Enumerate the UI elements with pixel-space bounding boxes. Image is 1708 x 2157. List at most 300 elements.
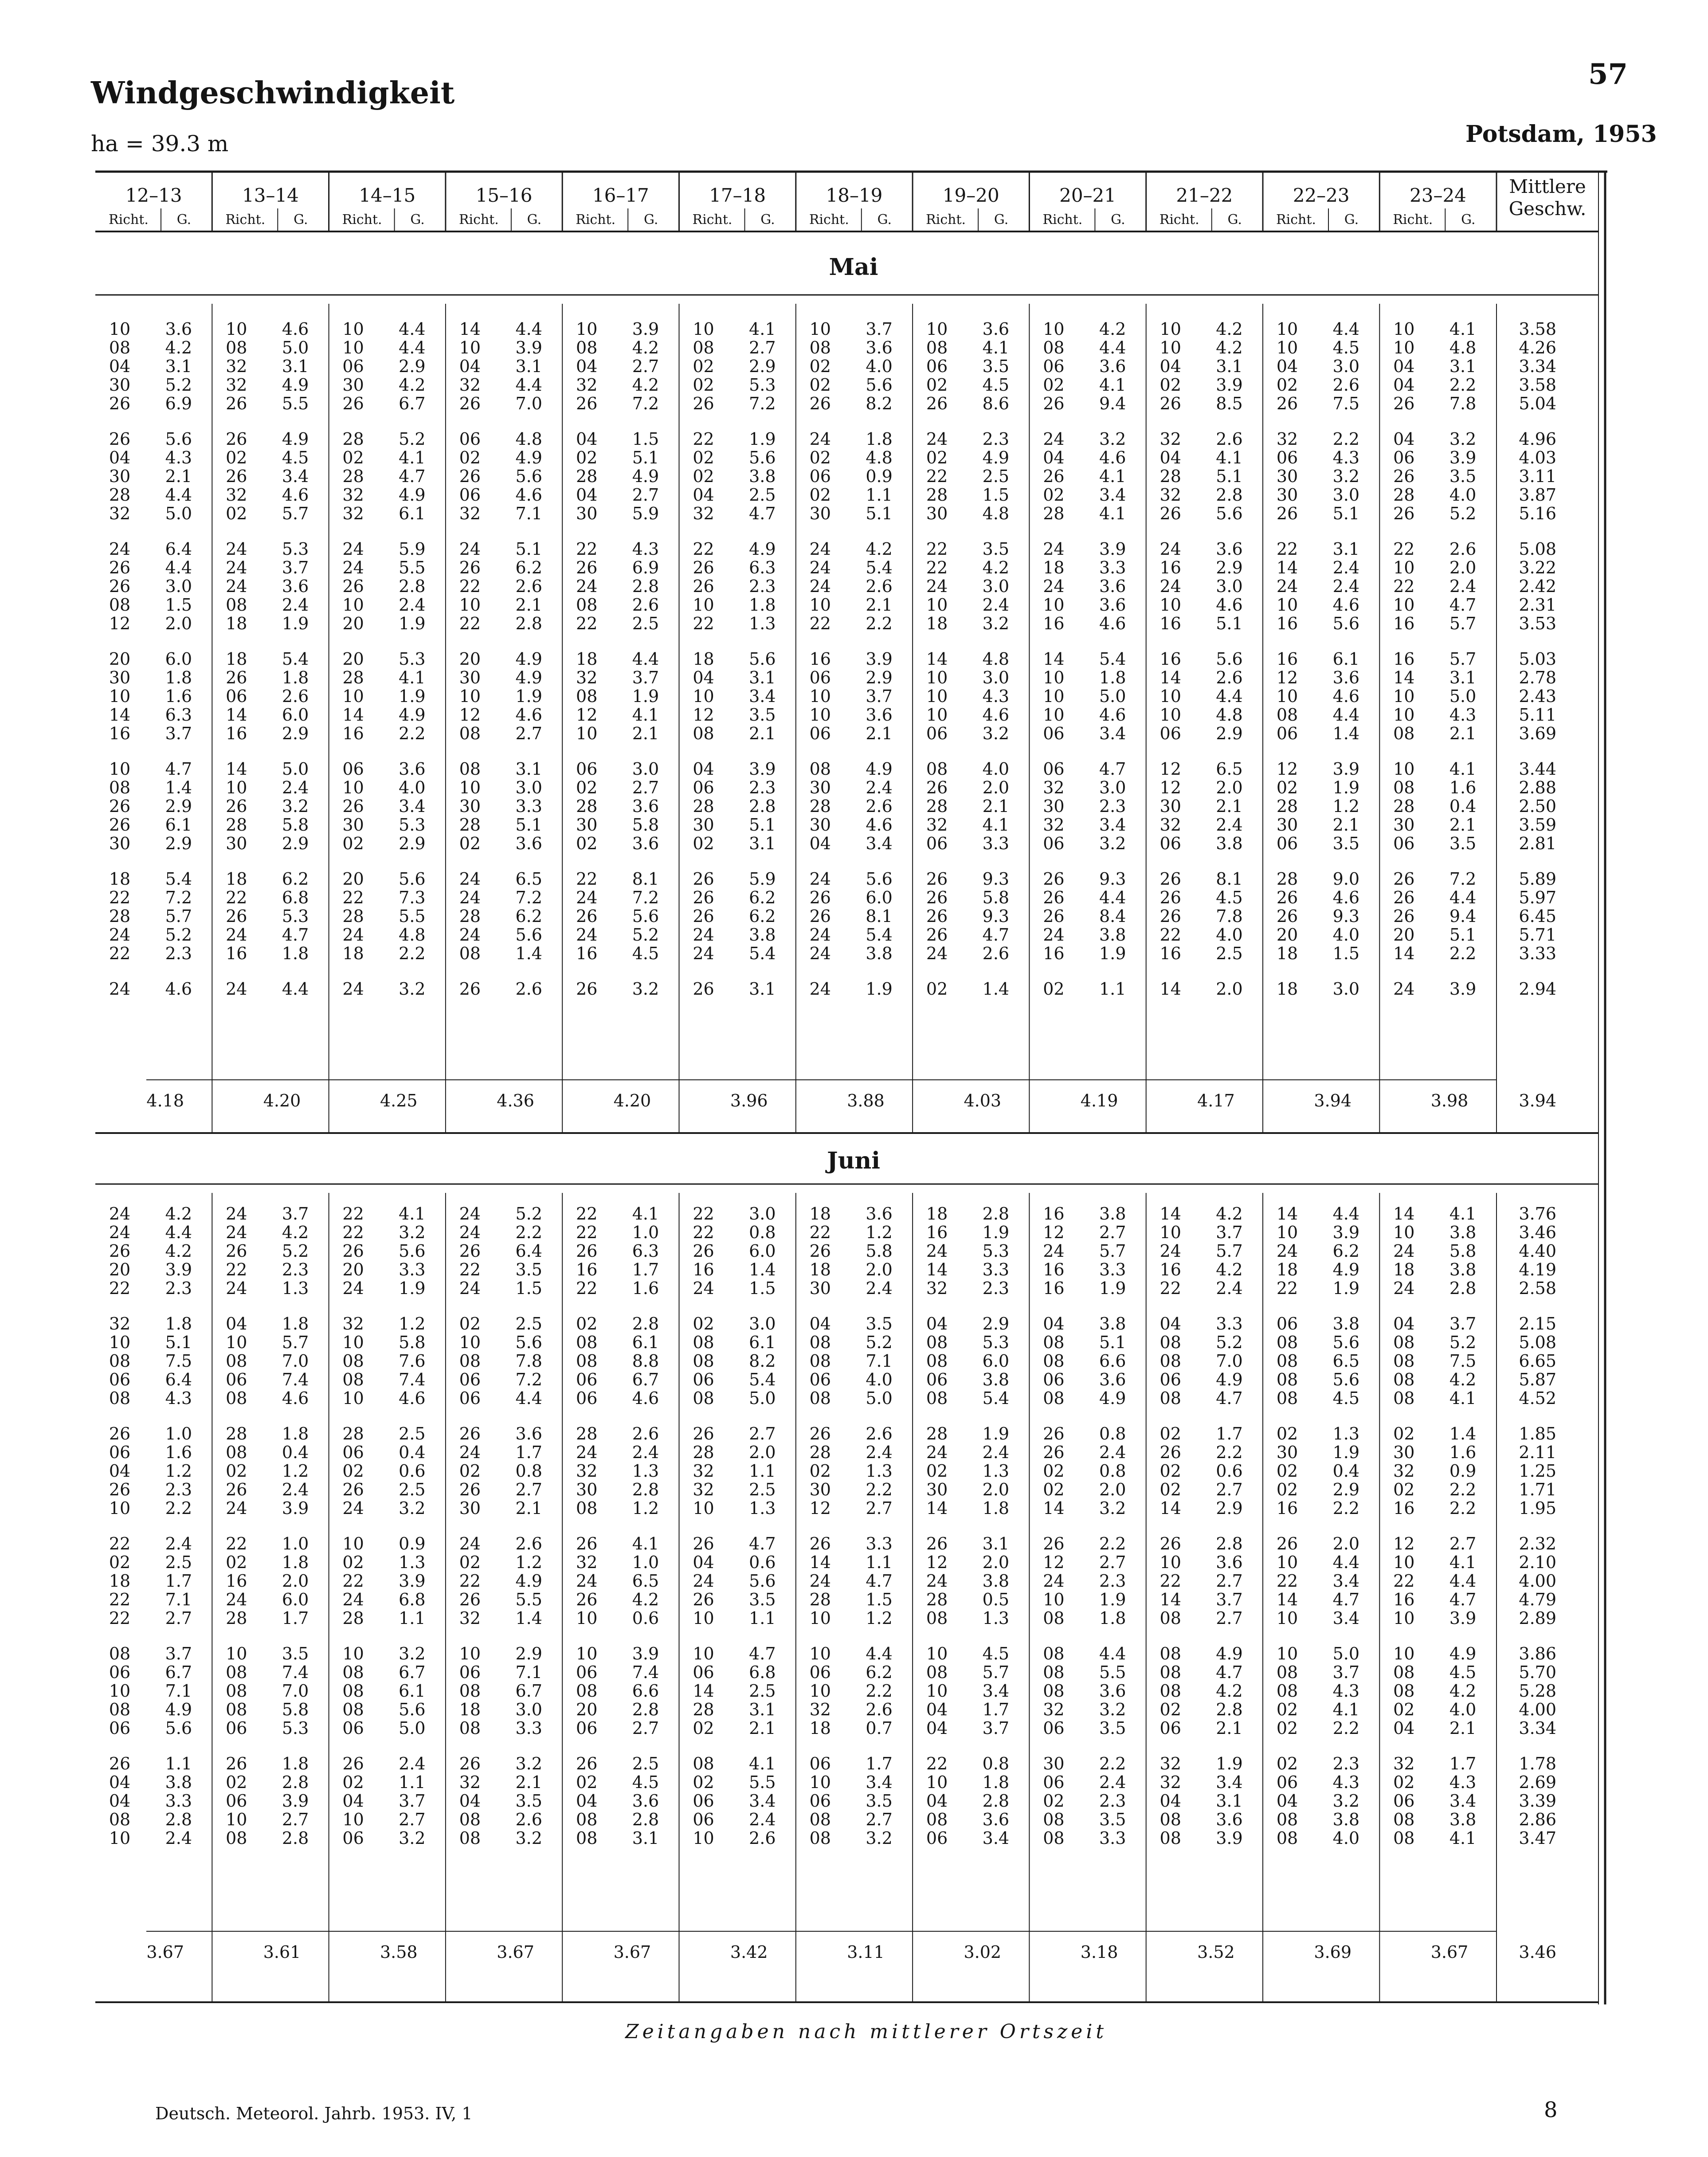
wind-speed: 3.2 — [1099, 1700, 1126, 1719]
wind-direction: 20 — [109, 1260, 131, 1279]
wind-speed: 3.6 — [1099, 577, 1126, 596]
wind-direction: 08 — [1393, 724, 1415, 743]
wind-direction: 28 — [342, 429, 364, 449]
wind-speed: 0.4 — [399, 1443, 426, 1462]
wind-direction: 24 — [226, 558, 247, 577]
wind-speed: 4.7 — [1449, 1590, 1477, 1609]
wind-speed: 5.3 — [282, 1718, 309, 1738]
daily-mean-speed: 3.76 — [1519, 1204, 1556, 1224]
wind-speed: 7.2 — [515, 888, 542, 907]
wind-direction: 24 — [1160, 577, 1181, 596]
wind-speed: 5.7 — [282, 504, 309, 523]
wind-speed: 2.2 — [866, 1681, 893, 1701]
wind-speed: 5.6 — [515, 925, 542, 945]
wind-speed: 3.0 — [1332, 485, 1359, 505]
wind-speed: 3.6 — [399, 759, 426, 779]
wind-speed: 4.1 — [399, 448, 426, 467]
wind-speed: 3.1 — [1332, 539, 1359, 559]
wind-speed: 6.1 — [749, 1333, 776, 1352]
wind-speed: 2.2 — [515, 1223, 542, 1242]
wind-direction: 12 — [576, 705, 598, 725]
wind-direction: 14 — [226, 759, 247, 779]
wind-speed: 4.2 — [866, 539, 893, 559]
wind-speed: 2.0 — [749, 1443, 776, 1462]
wind-direction: 10 — [342, 1388, 364, 1408]
wind-direction: 22 — [809, 614, 831, 633]
wind-direction: 08 — [809, 1388, 831, 1408]
wind-direction: 24 — [226, 577, 247, 596]
wind-speed: 3.9 — [632, 319, 659, 339]
wind-direction: 12 — [1043, 1553, 1065, 1572]
wind-direction: 20 — [342, 869, 364, 889]
wind-direction: 10 — [809, 595, 831, 615]
wind-speed: 2.8 — [399, 577, 426, 596]
wind-direction: 12 — [1160, 759, 1181, 779]
wind-speed: 4.2 — [1216, 319, 1243, 339]
wind-direction: 24 — [342, 539, 364, 559]
wind-direction: 26 — [926, 869, 948, 889]
wind-direction: 32 — [576, 375, 598, 395]
wind-direction: 06 — [576, 759, 598, 779]
wind-direction: 02 — [809, 1461, 831, 1481]
wind-direction: 10 — [1276, 1644, 1298, 1663]
wind-direction: 06 — [1393, 448, 1415, 467]
wind-direction: 02 — [1276, 1700, 1298, 1719]
wind-speed: 5.0 — [749, 1388, 776, 1408]
wind-speed: 1.9 — [1099, 944, 1126, 963]
wind-direction: 22 — [1393, 539, 1415, 559]
wind-direction: 26 — [576, 558, 598, 577]
wind-direction: 22 — [1393, 577, 1415, 596]
wind-speed: 1.8 — [982, 1773, 1010, 1792]
wind-direction: 26 — [109, 1480, 131, 1499]
wind-speed: 1.0 — [632, 1553, 659, 1572]
wind-direction: 32 — [1160, 485, 1181, 505]
wind-speed: 5.4 — [282, 649, 309, 669]
wind-direction: 10 — [1160, 338, 1181, 357]
wind-direction: 24 — [926, 944, 948, 963]
wind-direction: 02 — [809, 448, 831, 467]
wind-direction: 22 — [342, 1204, 364, 1224]
wind-speed: 5.8 — [282, 815, 309, 835]
wind-direction: 06 — [459, 429, 481, 449]
wind-direction: 18 — [1276, 944, 1298, 963]
wind-direction: 08 — [1043, 1828, 1065, 1848]
hourly-mean-speed: 3.94 — [1314, 1091, 1352, 1110]
wind-speed: 3.1 — [165, 357, 192, 376]
wind-speed: 5.1 — [1216, 614, 1243, 633]
wind-direction: 26 — [809, 906, 831, 926]
wind-direction: 10 — [342, 1333, 364, 1352]
wind-direction: 06 — [1043, 724, 1065, 743]
wind-speed: 2.2 — [165, 1498, 192, 1518]
wind-direction: 24 — [1276, 1241, 1298, 1261]
wind-direction: 08 — [809, 1828, 831, 1848]
wind-direction: 06 — [1043, 1773, 1065, 1792]
wind-direction: 06 — [693, 1791, 714, 1811]
wind-direction: 30 — [926, 1480, 948, 1499]
daily-mean-speed: 3.53 — [1519, 614, 1556, 633]
wind-speed: 2.3 — [749, 778, 776, 797]
wind-direction: 30 — [1276, 815, 1298, 835]
wind-speed: 3.2 — [1099, 834, 1126, 853]
wind-direction: 08 — [342, 1681, 364, 1701]
hourly-mean-speed: 3.98 — [1430, 1091, 1469, 1110]
wind-speed: 0.4 — [282, 1443, 309, 1462]
wind-direction: 14 — [1160, 668, 1181, 687]
wind-direction: 06 — [926, 834, 948, 853]
wind-direction: 22 — [1160, 925, 1181, 945]
wind-direction: 26 — [109, 429, 131, 449]
wind-speed: 1.1 — [866, 1553, 893, 1572]
wind-speed: 3.5 — [282, 1644, 309, 1663]
wind-direction: 06 — [459, 485, 481, 505]
wind-speed: 1.1 — [165, 1754, 192, 1773]
wind-speed: 2.0 — [982, 1553, 1010, 1572]
wind-direction: 26 — [1043, 906, 1065, 926]
wind-direction: 08 — [1393, 1333, 1415, 1352]
wind-speed: 3.6 — [866, 1204, 893, 1224]
wind-direction: 02 — [576, 448, 598, 467]
header-richt-label: Richt. — [1042, 212, 1083, 227]
wind-direction: 24 — [459, 1204, 481, 1224]
wind-speed: 6.5 — [515, 869, 542, 889]
wind-speed: 3.9 — [866, 649, 893, 669]
wind-speed: 2.4 — [1099, 1443, 1126, 1462]
wind-direction: 24 — [576, 925, 598, 945]
wind-speed: 1.5 — [632, 429, 659, 449]
wind-direction: 04 — [109, 1791, 131, 1811]
wind-direction: 02 — [1276, 1480, 1298, 1499]
wind-speed: 5.3 — [399, 649, 426, 669]
wind-speed: 2.6 — [866, 577, 893, 596]
wind-speed: 1.2 — [632, 1498, 659, 1518]
wind-speed: 1.2 — [1332, 796, 1359, 816]
wind-direction: 08 — [1043, 1388, 1065, 1408]
daily-mean-speed: 3.87 — [1519, 485, 1556, 505]
wind-direction: 30 — [926, 504, 948, 523]
wind-direction: 10 — [809, 1773, 831, 1792]
wind-speed: 6.4 — [515, 1241, 542, 1261]
wind-speed: 2.3 — [165, 944, 192, 963]
wind-speed: 0.4 — [1332, 1461, 1359, 1481]
wind-speed: 4.1 — [1449, 1553, 1477, 1572]
wind-speed: 3.0 — [1099, 778, 1126, 797]
wind-direction: 08 — [109, 338, 131, 357]
wind-speed: 1.3 — [982, 1608, 1010, 1628]
wind-speed: 2.3 — [982, 429, 1010, 449]
place-year: Potsdam, 1953 — [1465, 121, 1657, 148]
wind-speed: 3.7 — [165, 1644, 192, 1663]
wind-speed: 5.5 — [282, 394, 309, 413]
wind-speed: 6.0 — [749, 1241, 776, 1261]
wind-speed: 9.3 — [1332, 906, 1359, 926]
wind-speed: 2.3 — [282, 1260, 309, 1279]
wind-direction: 04 — [1043, 448, 1065, 467]
wind-speed: 0.6 — [1216, 1461, 1243, 1481]
wind-speed: 2.2 — [399, 944, 426, 963]
station-height: ha = 39.3 m — [91, 131, 229, 157]
wind-speed: 7.1 — [515, 1663, 542, 1682]
wind-direction: 10 — [109, 759, 131, 779]
wind-speed: 4.1 — [1099, 504, 1126, 523]
wind-speed: 4.4 — [515, 375, 542, 395]
wind-direction: 02 — [1276, 1718, 1298, 1738]
wind-speed: 2.0 — [982, 778, 1010, 797]
wind-direction: 02 — [693, 834, 714, 853]
wind-direction: 14 — [1043, 1498, 1065, 1518]
wind-speed: 4.2 — [165, 1204, 192, 1224]
wind-speed: 1.9 — [632, 686, 659, 706]
wind-direction: 14 — [459, 319, 481, 339]
wind-direction: 06 — [459, 1388, 481, 1408]
hourly-mean-speed: 3.02 — [964, 1942, 1002, 1962]
daily-mean-speed: 3.86 — [1519, 1644, 1556, 1663]
wind-direction: 02 — [342, 1773, 364, 1792]
wind-speed: 2.6 — [282, 686, 309, 706]
wind-speed: 2.0 — [1216, 979, 1243, 999]
wind-direction: 10 — [1160, 705, 1181, 725]
wind-speed: 3.9 — [1449, 979, 1477, 999]
wind-direction: 10 — [1393, 705, 1415, 725]
wind-direction: 30 — [1276, 1443, 1298, 1462]
wind-direction: 26 — [109, 577, 131, 596]
wind-direction: 30 — [576, 1480, 598, 1499]
wind-direction: 06 — [809, 668, 831, 687]
wind-direction: 32 — [693, 504, 714, 523]
wind-speed: 4.8 — [1449, 338, 1477, 357]
wind-speed: 4.5 — [982, 1644, 1010, 1663]
wind-speed: 4.0 — [866, 357, 893, 376]
wind-direction: 06 — [809, 1791, 831, 1811]
daily-mean-speed: 2.10 — [1519, 1553, 1556, 1572]
wind-speed: 0.9 — [866, 467, 893, 486]
wind-speed: 2.1 — [749, 724, 776, 743]
wind-direction: 12 — [926, 1553, 948, 1572]
wind-direction: 04 — [1160, 448, 1181, 467]
wind-direction: 24 — [109, 979, 131, 999]
wind-direction: 02 — [1160, 1480, 1181, 1499]
wind-speed: 1.9 — [1099, 1279, 1126, 1298]
wind-direction: 30 — [809, 504, 831, 523]
wind-direction: 24 — [926, 1571, 948, 1591]
wind-speed: 4.7 — [1099, 759, 1126, 779]
wind-direction: 04 — [1043, 1314, 1065, 1333]
wind-direction: 10 — [1043, 705, 1065, 725]
wind-speed: 3.9 — [632, 1644, 659, 1663]
daily-mean-speed: 2.78 — [1519, 668, 1556, 687]
wind-speed: 4.0 — [1216, 925, 1243, 945]
wind-direction: 08 — [1160, 1388, 1181, 1408]
wind-direction: 24 — [926, 577, 948, 596]
wind-speed: 3.1 — [749, 1700, 776, 1719]
wind-speed: 4.3 — [1449, 705, 1477, 725]
wind-speed: 2.4 — [632, 1443, 659, 1462]
wind-direction: 28 — [809, 1443, 831, 1462]
wind-speed: 5.1 — [866, 504, 893, 523]
wind-speed: 4.7 — [1216, 1663, 1243, 1682]
daily-mean-speed: 2.11 — [1519, 1443, 1556, 1462]
wind-direction: 24 — [342, 925, 364, 945]
wind-speed: 7.0 — [282, 1351, 309, 1371]
hourly-mean-speed: 4.20 — [263, 1091, 301, 1110]
wind-speed: 2.4 — [282, 1480, 309, 1499]
wind-speed: 7.0 — [1216, 1351, 1243, 1371]
wind-direction: 02 — [226, 1773, 247, 1792]
wind-speed: 3.7 — [982, 1718, 1010, 1738]
wind-direction: 24 — [809, 577, 831, 596]
wind-speed: 3.3 — [866, 1534, 893, 1553]
wind-direction: 10 — [809, 686, 831, 706]
wind-direction: 08 — [926, 759, 948, 779]
wind-direction: 12 — [1276, 759, 1298, 779]
wind-speed: 2.5 — [632, 1754, 659, 1773]
wind-speed: 1.3 — [749, 1498, 776, 1518]
wind-direction: 26 — [226, 1480, 247, 1499]
wind-direction: 06 — [809, 724, 831, 743]
wind-speed: 5.6 — [165, 429, 192, 449]
wind-direction: 14 — [1393, 1204, 1415, 1224]
wind-direction: 08 — [809, 759, 831, 779]
wind-direction: 08 — [576, 1810, 598, 1829]
wind-direction: 08 — [576, 1333, 598, 1352]
wind-direction: 28 — [926, 796, 948, 816]
wind-direction: 08 — [576, 686, 598, 706]
wind-speed: 2.3 — [749, 577, 776, 596]
wind-direction: 24 — [576, 1571, 598, 1591]
wind-speed: 5.4 — [749, 944, 776, 963]
wind-direction: 24 — [226, 539, 247, 559]
wind-direction: 26 — [576, 1241, 598, 1261]
wind-speed: 1.8 — [165, 1314, 192, 1333]
wind-speed: 6.3 — [165, 705, 192, 725]
wind-direction: 22 — [1160, 1279, 1181, 1298]
daily-mean-speed: 3.39 — [1519, 1791, 1556, 1811]
wind-speed: 3.8 — [1449, 1810, 1477, 1829]
wind-speed: 3.5 — [749, 1590, 776, 1609]
wind-speed: 5.6 — [866, 375, 893, 395]
wind-speed: 1.0 — [165, 1424, 192, 1443]
wind-speed: 2.9 — [399, 357, 426, 376]
daily-mean-speed: 4.26 — [1519, 338, 1556, 357]
wind-speed: 4.5 — [282, 448, 309, 467]
wind-direction: 26 — [1160, 504, 1181, 523]
wind-direction: 20 — [459, 649, 481, 669]
wind-speed: 3.9 — [1099, 539, 1126, 559]
wind-speed: 2.0 — [1332, 1534, 1359, 1553]
wind-direction: 06 — [926, 1370, 948, 1389]
wind-speed: 6.7 — [399, 394, 426, 413]
wind-speed: 3.7 — [866, 686, 893, 706]
wind-direction: 08 — [926, 1663, 948, 1682]
wind-direction: 32 — [342, 504, 364, 523]
wind-direction: 16 — [1393, 614, 1415, 633]
wind-speed: 1.8 — [749, 595, 776, 615]
wind-direction: 28 — [693, 1443, 714, 1462]
wind-speed: 5.7 — [1449, 614, 1477, 633]
wind-speed: 1.3 — [982, 1461, 1010, 1481]
wind-direction: 10 — [109, 1828, 131, 1848]
wind-speed: 1.2 — [282, 1461, 309, 1481]
wind-direction: 20 — [1276, 925, 1298, 945]
wind-speed: 2.6 — [1216, 668, 1243, 687]
wind-speed: 3.9 — [282, 1791, 309, 1811]
wind-speed: 3.6 — [632, 834, 659, 853]
wind-speed: 2.6 — [866, 1700, 893, 1719]
wind-direction: 32 — [342, 485, 364, 505]
wind-direction: 26 — [1043, 1443, 1065, 1462]
wind-direction: 02 — [1043, 1480, 1065, 1499]
daily-mean-speed: 5.08 — [1519, 539, 1556, 559]
wind-direction: 26 — [459, 558, 481, 577]
wind-speed: 5.6 — [399, 1700, 426, 1719]
wind-direction: 24 — [926, 1241, 948, 1261]
header-richt-label: Richt. — [225, 212, 266, 227]
wind-direction: 16 — [576, 944, 598, 963]
wind-speed: 6.7 — [399, 1663, 426, 1682]
wind-speed: 2.1 — [515, 595, 542, 615]
wind-speed: 3.0 — [749, 1204, 776, 1224]
daily-mean-speed: 2.15 — [1519, 1314, 1556, 1333]
wind-direction: 02 — [576, 834, 598, 853]
wind-speed: 1.2 — [515, 1553, 542, 1572]
wind-speed: 2.4 — [1216, 815, 1243, 835]
footer-citation: Deutsch. Meteorol. Jahrb. 1953. IV, 1 — [155, 2104, 473, 2123]
wind-direction: 28 — [226, 1608, 247, 1628]
wind-direction: 04 — [1393, 1718, 1415, 1738]
wind-direction: 32 — [1276, 429, 1298, 449]
wind-speed: 2.2 — [866, 1480, 893, 1499]
wind-direction: 20 — [342, 614, 364, 633]
wind-speed: 4.4 — [1332, 1553, 1359, 1572]
daily-mean-speed: 5.89 — [1519, 869, 1556, 889]
wind-speed: 5.4 — [866, 558, 893, 577]
wind-direction: 22 — [109, 944, 131, 963]
wind-direction: 18 — [809, 1718, 831, 1738]
wind-direction: 10 — [1276, 1608, 1298, 1628]
wind-direction: 08 — [1276, 705, 1298, 725]
wind-speed: 2.5 — [399, 1480, 426, 1499]
wind-speed: 3.2 — [632, 979, 659, 999]
header-g-label: G. — [994, 212, 1009, 227]
wind-direction: 16 — [1160, 649, 1181, 669]
wind-direction: 10 — [459, 778, 481, 797]
wind-direction: 02 — [693, 357, 714, 376]
wind-speed: 2.9 — [1216, 558, 1243, 577]
wind-speed: 4.1 — [1449, 759, 1477, 779]
wind-speed: 2.8 — [632, 1700, 659, 1719]
wind-direction: 18 — [1276, 1260, 1298, 1279]
wind-direction: 24 — [1393, 1241, 1415, 1261]
page-title: Windgeschwindigkeit — [91, 75, 455, 111]
header-hour-label: 22–23 — [1293, 184, 1350, 206]
wind-speed: 2.3 — [1099, 1791, 1126, 1811]
wind-direction: 04 — [693, 759, 714, 779]
wind-speed: 3.6 — [632, 1791, 659, 1811]
wind-speed: 4.6 — [165, 979, 192, 999]
wind-speed: 3.4 — [399, 796, 426, 816]
wind-direction: 24 — [226, 1279, 247, 1298]
wind-speed: 2.1 — [866, 724, 893, 743]
wind-speed: 5.0 — [165, 504, 192, 523]
wind-direction: 26 — [226, 429, 247, 449]
wind-speed: 2.9 — [1216, 724, 1243, 743]
wind-direction: 30 — [459, 668, 481, 687]
wind-direction: 14 — [926, 1260, 948, 1279]
wind-speed: 5.4 — [982, 1388, 1010, 1408]
wind-direction: 32 — [1043, 815, 1065, 835]
wind-speed: 5.1 — [1449, 925, 1477, 945]
